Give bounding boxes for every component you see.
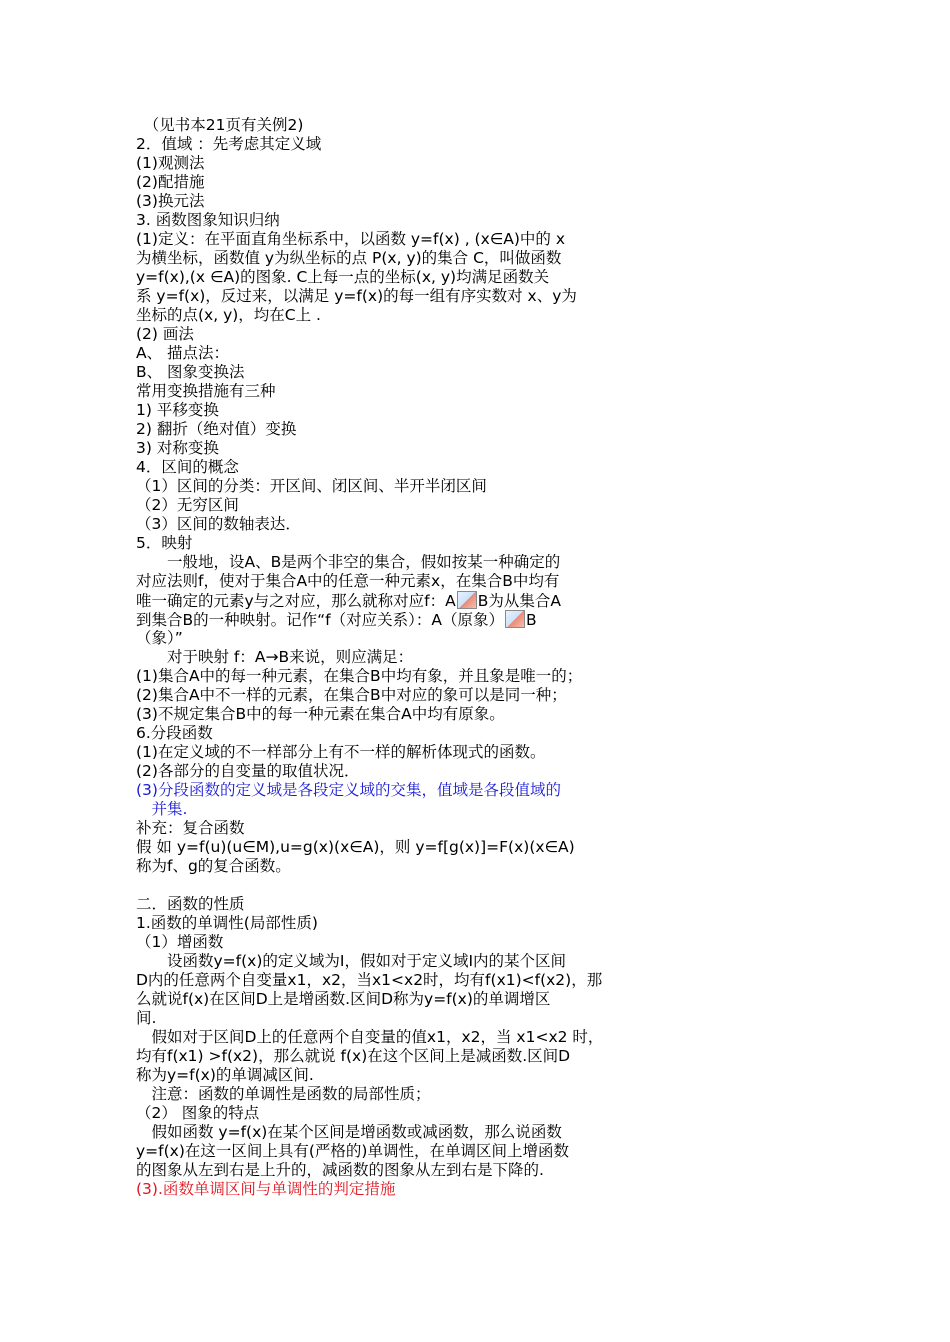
text-span: 唯一确定的元素y与之对应，那么就称对应f：A bbox=[136, 592, 456, 610]
section-heading: 6.分段函数 bbox=[136, 724, 213, 742]
text-line: （1）区间的分类：开区间、闭区间、半开半闭区间 bbox=[136, 477, 487, 495]
highlighted-line: 并集. bbox=[136, 800, 188, 818]
text-line: （见书本21页有关例2) bbox=[136, 116, 304, 134]
text-line: (1)观测法 bbox=[136, 154, 205, 172]
text-line: 设函数y=f(x)的定义域为I，假如对于定义域I内的某个区间 bbox=[136, 952, 567, 970]
text-line: 坐标的点(x, y)，均在C上 . bbox=[136, 306, 321, 324]
text-line: 对应法则f，使对于集合A中的任意一种元素x，在集合B中均有 bbox=[136, 572, 560, 590]
document-page bbox=[136, 116, 681, 1199]
text-line: 称为f、g的复合函数。 bbox=[136, 857, 291, 875]
text-line: 对于映射 f：A→B来说，则应满足： bbox=[136, 648, 414, 666]
text-line: 3) 对称变换 bbox=[136, 439, 219, 457]
blank-line bbox=[136, 876, 681, 895]
text-line: 么就说f(x)在区间D上是增函数.区间D称为y=f(x)的单调增区 bbox=[136, 990, 551, 1008]
text-line: (2)各部分的自变量的取值状况． bbox=[136, 762, 360, 780]
section-heading: 1.函数的单调性(局部性质) bbox=[136, 914, 318, 932]
section-heading: 3. 函数图象知识归纳 bbox=[136, 211, 280, 229]
text-line: 间. bbox=[136, 1009, 157, 1027]
text-line: 为横坐标，函数值 y为纵坐标的点 P(x, y)的集合 C，叫做函数 bbox=[136, 249, 562, 267]
text-line: (2) 画法 bbox=[136, 325, 194, 343]
text-span: B bbox=[525, 611, 537, 629]
text-line: 均有f(x1) >f(x2)，那么就说 f(x)在这个区间上是减函数.区间D bbox=[136, 1047, 571, 1065]
image-placeholder-icon bbox=[505, 610, 525, 628]
text-line bbox=[136, 591, 681, 610]
text-line: 注意：函数的单调性是函数的局部性质； bbox=[136, 1085, 431, 1103]
text-line: 补充：复合函数 bbox=[136, 819, 245, 837]
text-line: 假如函数 y=f(x)在某个区间是增函数或减函数，那么说函数 bbox=[136, 1123, 562, 1141]
text-line: y=f(x)在这一区间上具有(严格的)单调性，在单调区间上增函数 bbox=[136, 1142, 569, 1160]
text-line: 2) 翻折（绝对值）变换 bbox=[136, 420, 297, 438]
text-line: B、 图象变换法 bbox=[136, 363, 245, 381]
text-line: (3)换元法 bbox=[136, 192, 205, 210]
section-heading: 5．映射 bbox=[136, 534, 193, 552]
text-line: （3）区间的数轴表达． bbox=[136, 515, 301, 533]
highlighted-line: (3)分段函数的定义域是各段定义域的交集，值域是各段值域的 bbox=[136, 781, 561, 799]
text-line: 一般地，设A、B是两个非空的集合，假如按某一种确定的 bbox=[136, 553, 561, 571]
text-line: （2）无穷区间 bbox=[136, 496, 239, 514]
text-line: 假 如 y=f(u)(u∈M),u=g(x)(x∈A)，则 y=f[g(x)]=F(x)(x∈A) bbox=[136, 838, 575, 856]
text-line: (3)不规定集合B中的每一种元素在集合A中均有原象。 bbox=[136, 705, 505, 723]
text-line: (2)配措施 bbox=[136, 173, 205, 191]
text-line: D内的任意两个自变量x1，x2，当x1<x2时，均有f(x1)<f(x2)，那 bbox=[136, 971, 603, 989]
text-span: B为从集合A bbox=[477, 592, 561, 610]
text-line: 系 y=f(x)，反过来，以满足 y=f(x)的每一组有序实数对 x、y为 bbox=[136, 287, 577, 305]
section-heading: 4．区间的概念 bbox=[136, 458, 239, 476]
text-line: 称为y=f(x)的单调减区间. bbox=[136, 1066, 314, 1084]
text-line: (1)定义：在平面直角坐标系中，以函数 y=f(x) , (x∈A)中的 x bbox=[136, 230, 566, 248]
text-line: （象）” bbox=[136, 629, 183, 647]
text-line: A、 描点法： bbox=[136, 344, 230, 362]
text-line: （1）增函数 bbox=[136, 933, 224, 951]
red-heading: (3).函数单调区间与单调性的判定措施 bbox=[136, 1180, 396, 1198]
image-placeholder-icon bbox=[457, 591, 477, 609]
text-line: (1)集合A中的每一种元素，在集合B中均有象，并且象是唯一的； bbox=[136, 667, 583, 685]
text-line: 常用变换措施有三种 bbox=[136, 382, 276, 400]
text-line: 的图象从左到右是上升的，减函数的图象从左到右是下降的. bbox=[136, 1161, 544, 1179]
text-line: (2)集合A中不一样的元素，在集合B中对应的象可以是同一种； bbox=[136, 686, 567, 704]
text-line: (1)在定义域的不一样部分上有不一样的解析体现式的函数。 bbox=[136, 743, 546, 761]
text-line: （2） 图象的特点 bbox=[136, 1104, 260, 1122]
text-line bbox=[136, 610, 681, 629]
text-line: 2．值域 ：先考虑其定义域 bbox=[136, 135, 322, 153]
text-line: 假如对于区间D上的任意两个自变量的值x1，x2，当 x1<x2 时， bbox=[136, 1028, 604, 1046]
text-line: y=f(x),(x ∈A)的图象. C上每一点的坐标(x, y)均满足函数关 bbox=[136, 268, 550, 286]
text-span: 到集合B的一种映射。记作“f（对应关系）：A（原象） bbox=[136, 611, 504, 629]
text-line: 1) 平移变换 bbox=[136, 401, 219, 419]
section-heading: 二．函数的性质 bbox=[136, 895, 245, 913]
